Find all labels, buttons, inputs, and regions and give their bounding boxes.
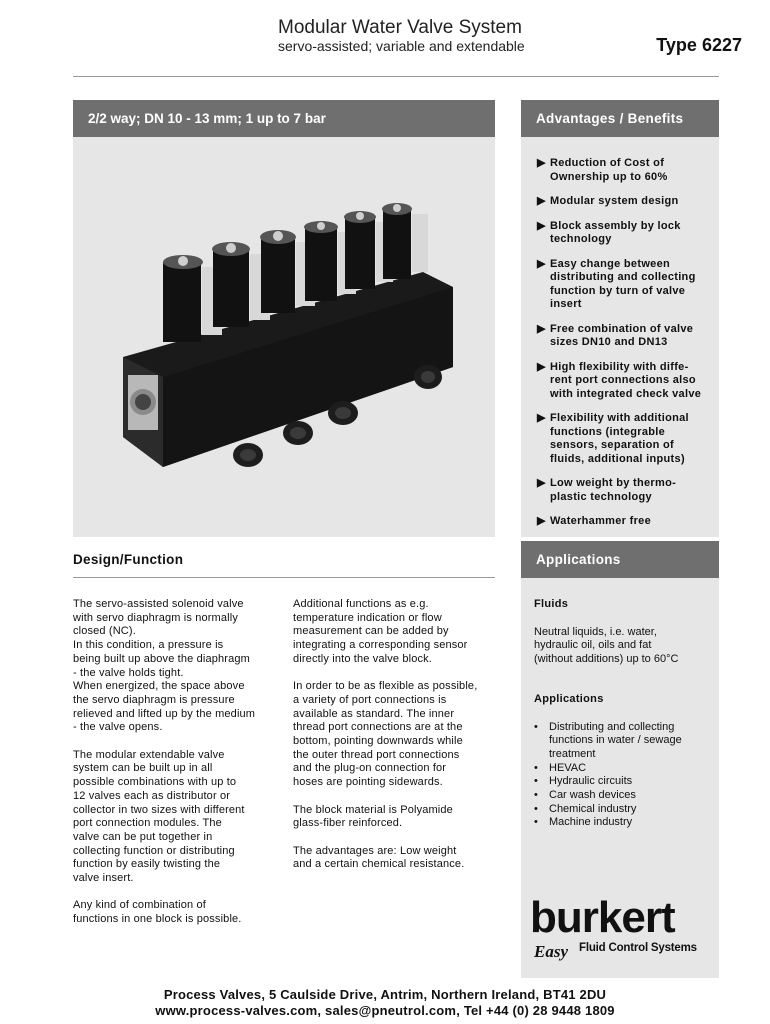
fluids-text: Neutral liquids, i.e. water, hydraulic oil, oils and fat (without additions) up to 60°C	[534, 625, 679, 666]
footer-contact: www.process-valves.com, sales@pneutrol.com, Tel +44 (0) 28 9448 1809	[155, 1003, 615, 1018]
arrow-right-icon: ▶	[537, 515, 546, 527]
benefit-item	[537, 515, 711, 529]
benefit-item	[537, 195, 711, 209]
paragraph: In order to be as flexible as possible, a variety of port connections is available as standard. The inner thread port connections are at the bottom, pointing downwards while the outer thread port connections and the plug-on connection for hoses are pointing sidewards.	[293, 680, 478, 789]
list-item	[534, 762, 711, 776]
bullet-icon: •	[534, 789, 538, 802]
list-item	[534, 775, 711, 789]
arrow-right-icon: ▶	[537, 195, 546, 207]
benefit-text: Low weight by thermo- plastic technology	[550, 477, 677, 503]
paragraph: The advantages are: Low weight and a certain chemical resistance.	[293, 844, 465, 871]
paragraph: Any kind of combination of functions in one block is possible.	[73, 899, 242, 926]
arrow-right-icon: ▶	[537, 219, 546, 232]
list-item	[534, 803, 711, 817]
application-text: Car wash devices	[549, 789, 636, 802]
list-item	[534, 816, 711, 830]
paragraph: Additional functions as e.g. temperature indication or flow measurement can be added by integrating a corresponding sensor directly into the valve block.	[293, 598, 468, 665]
arrow-right-icon: ▶	[537, 360, 546, 373]
header-divider	[73, 76, 719, 77]
paragraph: The servo-assisted solenoid valve with servo diaphragm is normally closed (NC). In this condition, a pressure is being built up above the diaphragm - the valve holds tight. When energized, the space above the servo diaphragm is pressure relieved and lifted up by the medium - the valve opens.	[73, 598, 256, 734]
application-text: Chemical industry	[549, 802, 637, 815]
benefit-text: Modular system design	[550, 195, 679, 207]
benefit-item	[537, 477, 711, 504]
arrow-right-icon: ▶	[537, 322, 546, 335]
product-type: Type 6227	[656, 35, 742, 55]
benefit-text: Reduction of Cost of Ownership up to 60%	[550, 157, 668, 183]
applications-list	[534, 721, 711, 831]
benefit-item	[537, 220, 711, 247]
logo-easy: Easy	[534, 942, 568, 961]
bullet-icon: •	[534, 775, 538, 788]
benefit-text: Easy change between distributing and collecting function by turn of valve insert	[550, 257, 696, 310]
arrow-right-icon: ▶	[537, 257, 546, 270]
paragraph: The block material is Polyamide glass-fiber reinforced.	[293, 803, 453, 830]
application-text: Machine industry	[549, 816, 633, 829]
application-text: Hydraulic circuits	[549, 775, 633, 788]
bullet-icon: •	[534, 720, 538, 733]
fluids-heading: Fluids	[534, 598, 569, 610]
benefits-title: Advantages / Benefits	[521, 100, 719, 137]
benefits-panel	[521, 137, 719, 537]
benefit-text: Block assembly by lock technology	[550, 219, 681, 245]
arrow-right-icon: ▶	[537, 412, 546, 424]
burkert-logo	[530, 893, 715, 966]
benefit-text: Waterhammer free	[550, 515, 651, 527]
section-divider	[73, 577, 495, 578]
bullet-icon: •	[534, 802, 538, 815]
design-column-1	[73, 598, 285, 941]
application-text: HEVAC	[549, 761, 587, 774]
benefit-text: Flexibility with additional functions (integrable sensors, separation of fluids, additional inputs)	[550, 412, 689, 465]
design-column-2	[293, 598, 505, 886]
application-text: Distributing and collecting functions in water / sewage treatment	[549, 720, 682, 760]
benefit-item	[537, 157, 711, 184]
benefit-item	[537, 412, 711, 466]
bullet-icon: •	[534, 761, 538, 774]
logo-wordmark: burkert	[530, 893, 675, 942]
arrow-right-icon: ▶	[537, 157, 546, 169]
arrow-right-icon: ▶	[537, 477, 546, 489]
benefit-item	[537, 258, 711, 312]
footer-address: Process Valves, 5 Caulside Drive, Antrim, Northern Ireland, BT41 2DU	[163, 987, 607, 1002]
spec-bar: 2/2 way; DN 10 - 13 mm; 1 up to 7 bar	[73, 100, 495, 137]
benefit-item	[537, 361, 711, 402]
design-function-heading: Design/Function	[73, 552, 184, 567]
benefit-item	[537, 323, 711, 350]
benefit-text: High flexibility with diffe- rent port connections also with integrated check valve	[550, 360, 702, 400]
list-item	[534, 721, 711, 762]
benefit-text: Free combination of valve sizes DN10 and DN13	[550, 322, 694, 348]
logo-tagline: Fluid Control Systems	[579, 942, 697, 954]
document-subtitle: servo-assisted; variable and extendable	[278, 38, 525, 54]
bullet-icon: •	[534, 816, 538, 829]
list-item	[534, 789, 711, 803]
applications-heading: Applications	[534, 692, 604, 705]
applications-title: Applications	[521, 541, 719, 578]
document-title: Modular Water Valve System	[278, 17, 522, 38]
paragraph: The modular extendable valve system can be built up in all possible combinations with up to 12 valves each as distributor or collector in two sizes with different port connection modules. The valve can be put together in collecting function or distributing function by easily twisting the valve insert.	[73, 748, 245, 885]
product-photo	[73, 137, 495, 537]
